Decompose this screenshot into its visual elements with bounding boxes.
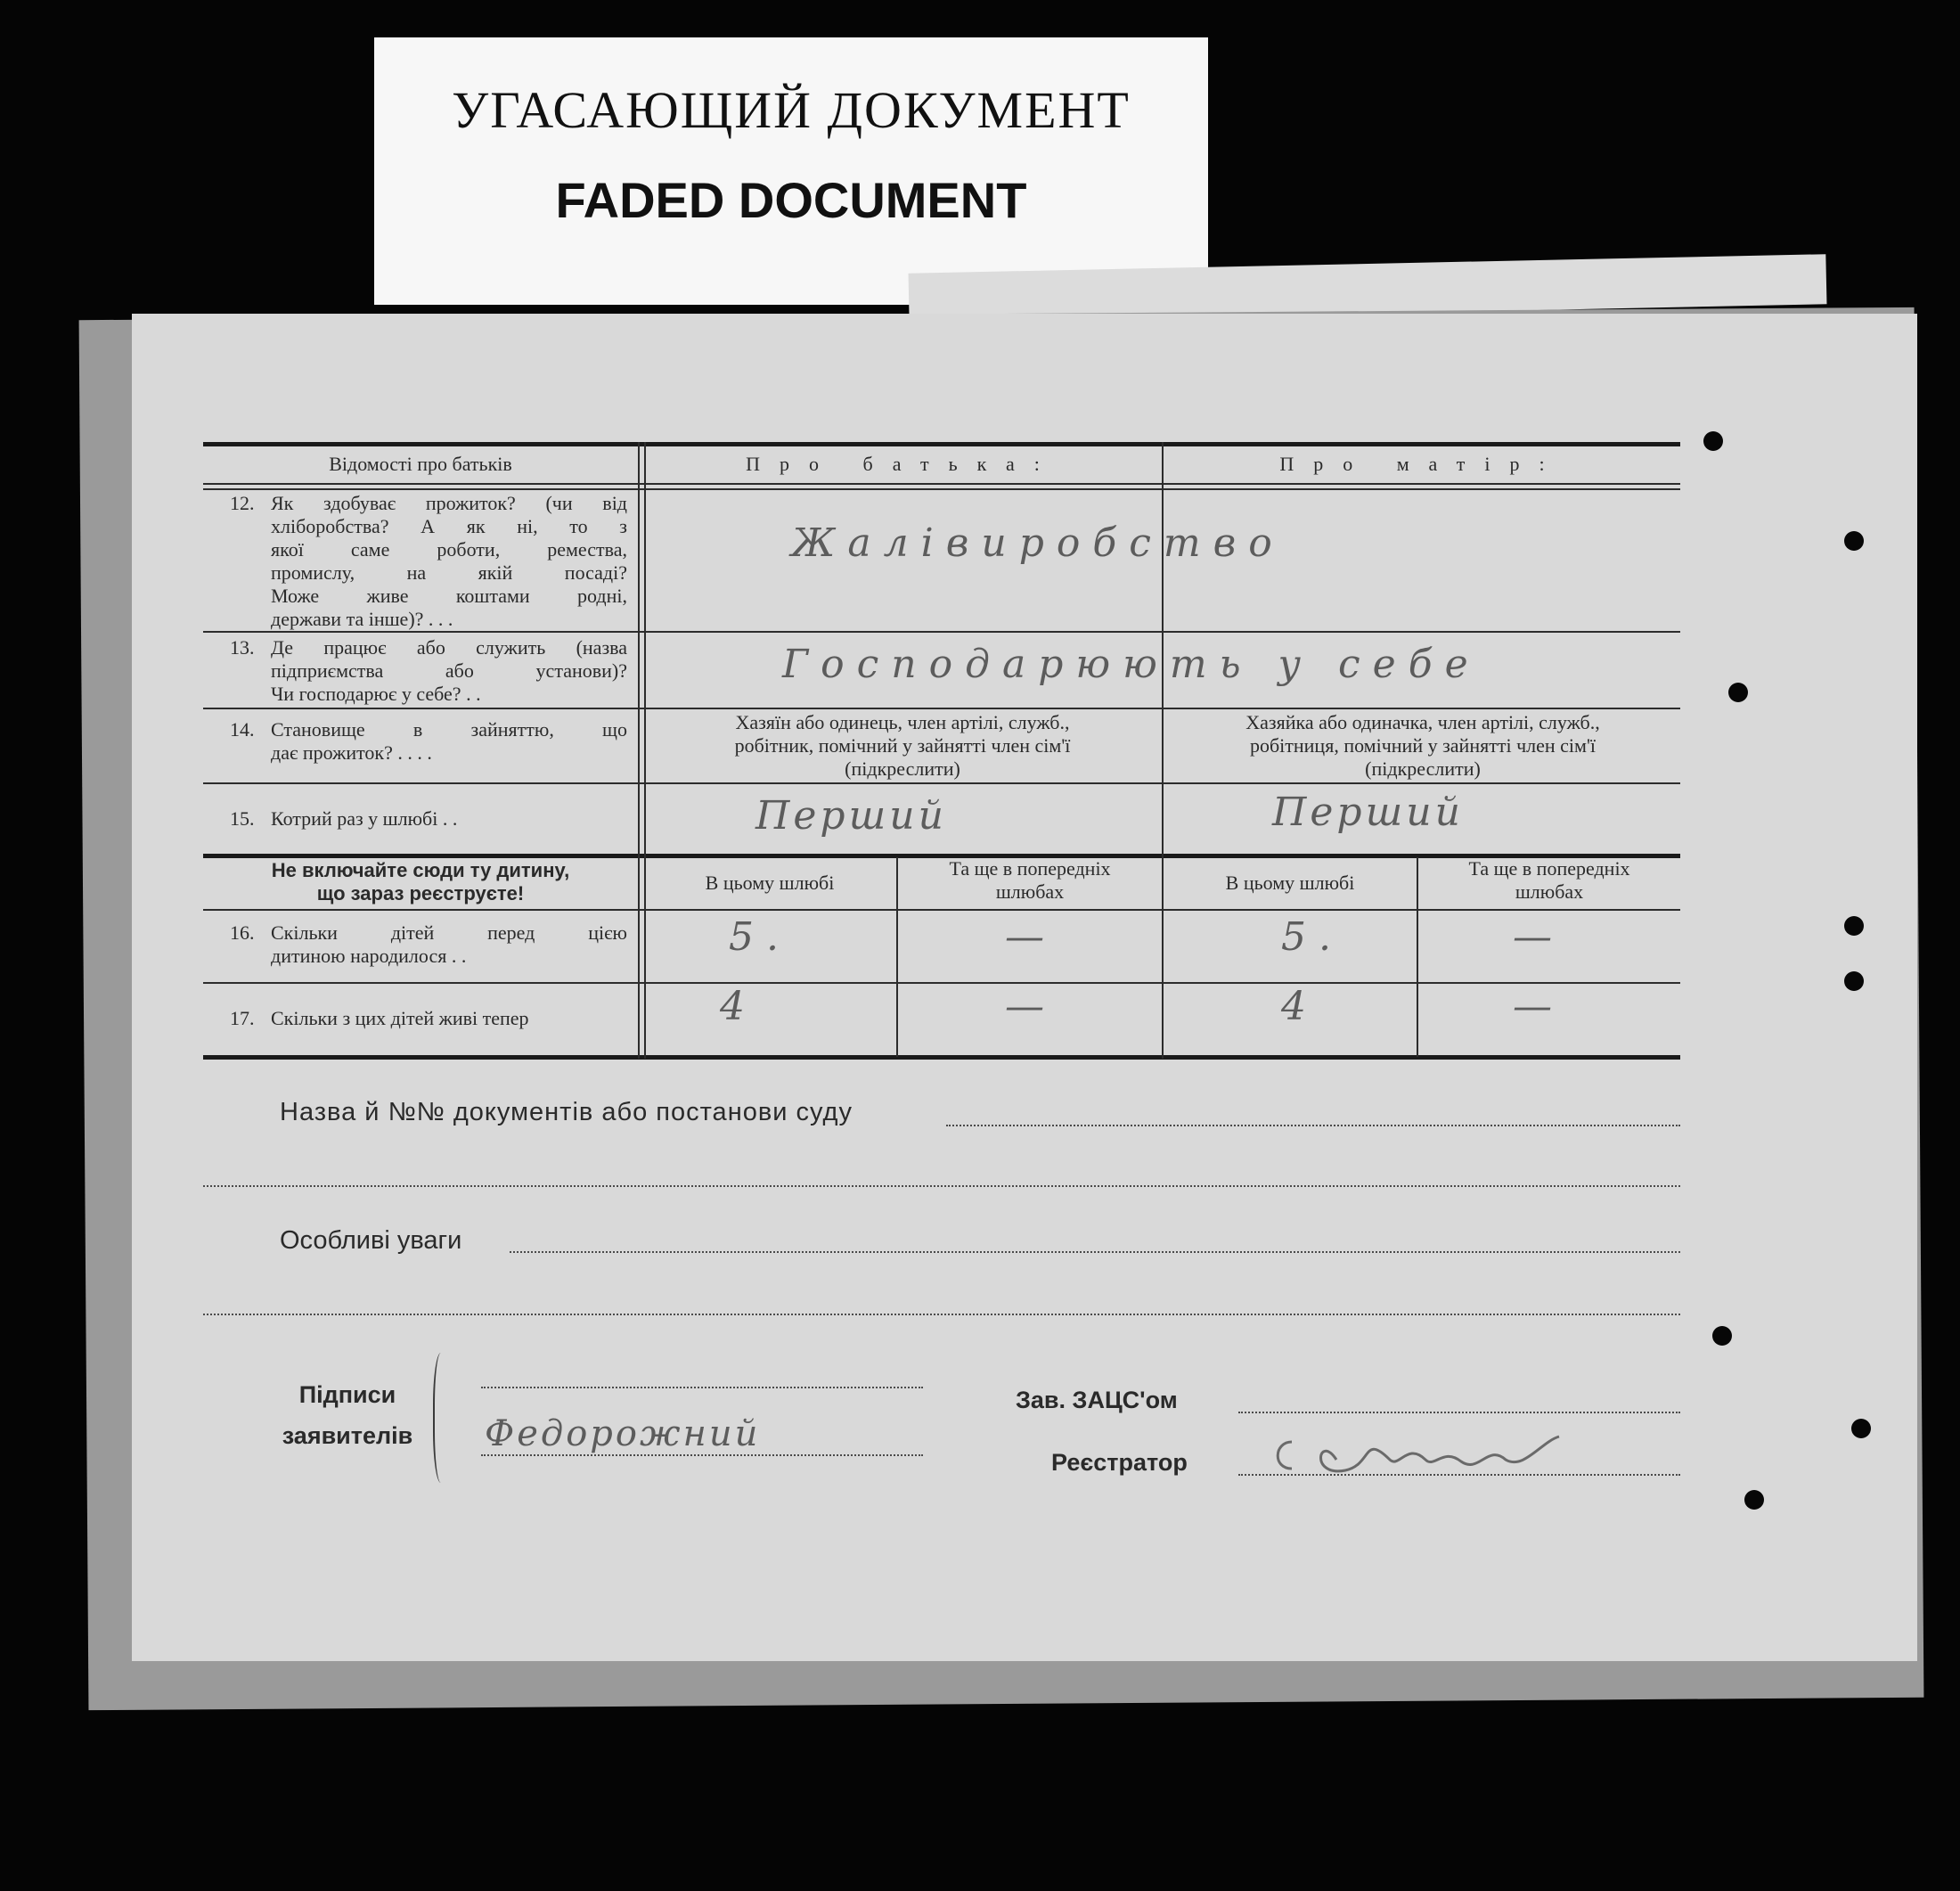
punch-hole: [1844, 971, 1864, 991]
applicant-signature-line: [481, 1387, 923, 1388]
q17-mother-previous: —: [1513, 984, 1564, 1029]
punch-hole: [1851, 1419, 1871, 1438]
father-this-marriage-header: В цьому шлюбі: [705, 872, 835, 894]
punch-hole: [1728, 683, 1748, 702]
registrar-signature: [1256, 1424, 1595, 1495]
row-divider: [203, 909, 1680, 911]
banner-title-russian: УГАСАЮЩИЙ ДОКУМЕНТ: [452, 81, 1131, 139]
mother-occupation-hint: (підкреслити): [1365, 757, 1481, 780]
q12-number: 12.: [230, 492, 255, 514]
q16-number: 16.: [230, 921, 255, 944]
q15-number: 15.: [230, 807, 255, 830]
q17-father-previous: —: [1005, 984, 1057, 1029]
applicants-label: заявителів: [282, 1422, 413, 1449]
children-note-line: Не включайте сюди ту дитину,: [271, 859, 570, 881]
father-previous-marriages-header: Та ще в попередніх: [949, 857, 1111, 880]
q14-line: Становище в зайняттю, що: [271, 718, 627, 741]
q12-line: держави та інше)? . . .: [271, 608, 453, 630]
q16-mother-previous: —: [1513, 914, 1564, 960]
banner-title-english: FADED DOCUMENT: [555, 172, 1027, 228]
applicant-signature: Федорожний: [485, 1413, 761, 1454]
mother-column-header: Про матір:: [1279, 453, 1564, 475]
punch-hole: [1744, 1490, 1764, 1510]
applicants-label: Підписи: [298, 1381, 396, 1408]
q15-label: Котрий раз у шлюбі . .: [271, 807, 458, 830]
q13-line: Де працює або служить (назва: [271, 636, 627, 659]
documents-fill-line: [946, 1125, 1680, 1126]
applicants-brace: [433, 1353, 453, 1483]
mother-previous-marriages-header: Та ще в попередніх: [1468, 857, 1630, 880]
applicant-signature-line: [481, 1454, 923, 1456]
q12-handwritten-answer: Жалівиробство: [791, 520, 1285, 566]
q13-line: підприємства або установи)?: [271, 659, 627, 682]
q12-line: Може живе коштами родні,: [271, 585, 627, 607]
mother-this-marriage-header: В цьому шлюбі: [1225, 872, 1355, 894]
father-occupation-option: робітник, помічний у зайнятті член сім'ї: [734, 734, 1071, 757]
documents-label: Назва й №№ документів або постанови суду: [280, 1098, 853, 1126]
q17-number: 17.: [230, 1007, 255, 1029]
punch-hole: [1712, 1326, 1732, 1346]
remarks-label: Особливі уваги: [280, 1226, 462, 1255]
punch-hole: [1844, 531, 1864, 551]
registrar-label: Реєстратор: [1051, 1449, 1188, 1476]
q12-line: хліборобства? А як ні, то з: [271, 515, 627, 537]
q16-father-previous: —: [1005, 914, 1057, 960]
father-column-header: Про батька:: [746, 453, 1059, 475]
punch-hole: [1703, 431, 1723, 451]
father-occupation-hint: (підкреслити): [845, 757, 960, 780]
header-divider: [203, 483, 1680, 485]
registry-head-label: Зав. ЗАЦС'ом: [1016, 1387, 1178, 1413]
row-divider: [203, 982, 1680, 984]
remarks-fill-line: [203, 1314, 1680, 1315]
header-divider: [203, 488, 1680, 490]
q15-father-handwritten: Перший: [755, 793, 947, 839]
q13-number: 13.: [230, 636, 255, 659]
row-divider: [203, 782, 1680, 784]
row-divider: [203, 631, 1680, 633]
q15-mother-handwritten: Перший: [1272, 790, 1464, 835]
documents-fill-line: [203, 1185, 1680, 1187]
q14-number: 14.: [230, 718, 255, 741]
section-header: Відомості про батьків: [329, 453, 512, 475]
q14-line: дає прожиток? . . . .: [271, 741, 432, 764]
q12-line: Як здобуває прожиток? (чи від: [271, 492, 627, 514]
table-top-rule: [203, 442, 1680, 446]
q13-handwritten-answer: Господарюють у себе: [782, 642, 1481, 687]
mother-previous-marriages-header: шлюбах: [1515, 880, 1584, 903]
q17-label: Скільки з цих дітей живі тепер: [271, 1007, 529, 1029]
mother-occupation-option: Хазяйка або одиначка, член артілі, служб.,: [1245, 711, 1600, 733]
faded-document-banner: [374, 37, 1208, 305]
mother-occupation-option: робітниця, помічний у зайнятті член сім'ї: [1249, 734, 1597, 757]
punch-hole: [1844, 916, 1864, 936]
q13-line: Чи господарює у себе? . .: [271, 683, 481, 705]
q12-line: промислу, на якій посаді?: [271, 561, 627, 584]
q12-line: якої саме роботи, ремества,: [271, 538, 627, 561]
row-divider: [203, 708, 1680, 709]
remarks-fill-line: [510, 1251, 1680, 1253]
q16-line: дитиною народилося . .: [271, 945, 467, 967]
children-note-line: що зараз реєструєте!: [316, 882, 525, 905]
registry-head-signature-line: [1238, 1412, 1680, 1413]
table-bottom-rule: [203, 1055, 1680, 1060]
q16-mother-this-marriage: 5.: [1281, 914, 1343, 960]
q16-line: Скільки дітей перед цією: [271, 921, 627, 944]
father-previous-marriages-header: шлюбах: [995, 880, 1065, 903]
q17-mother-this-marriage: 4: [1281, 984, 1319, 1029]
q17-father-this-marriage: 4: [720, 984, 757, 1029]
father-occupation-option: Хазяїн або одинець, член артілі, служб.,: [735, 711, 1070, 733]
q16-father-this-marriage: 5.: [729, 914, 791, 960]
